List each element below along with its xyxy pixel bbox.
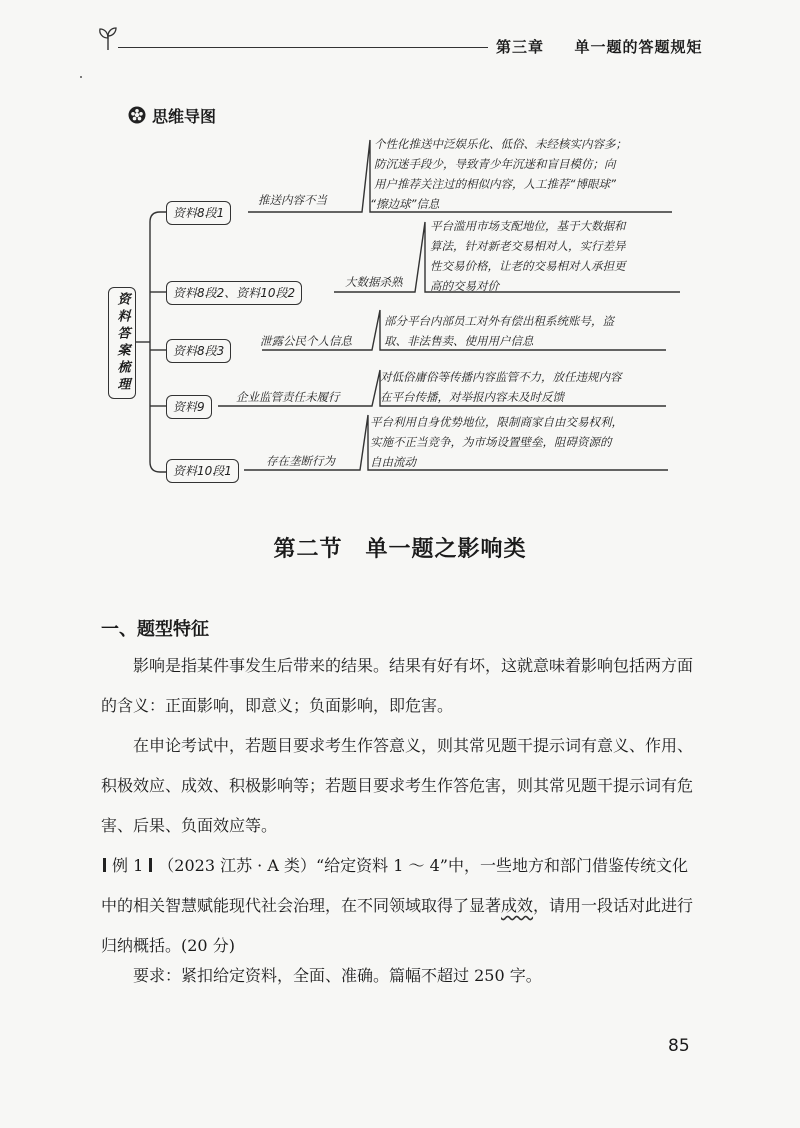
example-marker-left — [103, 858, 106, 872]
branch-details-4 — [380, 367, 622, 407]
branch-box-5: 资料10段1 — [166, 459, 239, 483]
chapter-title: 单一题的答题规矩 — [574, 38, 703, 56]
detail-line: 防沉迷手段少，导致青少年沉迷和盲目模仿；向 — [374, 157, 616, 171]
section-title: 第二节 单一题之影响类 — [273, 537, 527, 562]
detail-line: “擦边球”信息 — [370, 197, 440, 211]
detail-line: 个性化推送中泛娱乐化、低俗、未经核实内容多； — [374, 137, 627, 151]
chapter-number: 第三章 — [496, 38, 545, 56]
branch-category-5: 存在垄断行为 — [266, 454, 335, 468]
detail-line: 平台滥用市场支配地位，基于大数据和 — [430, 219, 626, 233]
branch-category-2: 大数据杀熟 — [345, 275, 403, 289]
branch-box-1: 资料8段1 — [166, 201, 231, 225]
example-keyword: 成效 — [501, 896, 534, 915]
example-text: （2023 江苏 · A 类）“给定资料 1 ～ 4”中，一些地方和部门借鉴传统文化中的相关智慧赋能现代社会治理，在不同领域取得了显著 — [101, 856, 688, 915]
detail-line: 在平台传播，对举报内容未及时反馈 — [380, 390, 564, 404]
paragraph-keywords: 在申论考试中，若题目要求考生作答意义，则其常见题干提示词有意义、作用、积极效应、成效、积极影响等；若题目要求考生作答危害，则其常见题干提示词有危害、后果、负面效应等。 — [101, 736, 694, 835]
branch-details-2 — [430, 216, 626, 296]
branch-details-5 — [370, 412, 623, 472]
paragraph-definition: 影响是指某件事发生后带来的结果。结果有好有坏，这就意味着影响包括两方面的含义：正面影响，即意义；负面影响，即危害。 — [101, 656, 694, 715]
requirement-text: 要求：紧扣给定资料，全面、准确。篇幅不超过 250 字。 — [133, 966, 542, 985]
branch-category-3: 泄露公民个人信息 — [260, 334, 352, 348]
example-paragraph — [101, 846, 697, 966]
detail-line: 平台利用自身优势地位，限制商家自由交易权利， — [370, 415, 623, 429]
example-label: 例 1 — [112, 856, 144, 875]
detail-line: 算法，针对新老交易相对人，实行差异 — [430, 239, 626, 253]
mindmap-title: 思维导图 — [152, 107, 217, 126]
example-marker-right — [149, 858, 152, 872]
mindmap-root-label: 资料答案梳理 — [114, 292, 130, 394]
detail-line: 高的交易对价 — [430, 279, 499, 293]
branch-details-3 — [384, 311, 614, 351]
detail-line: 用户推荐关注过的相似内容，人工推荐“博眼球” — [374, 177, 616, 191]
detail-line: 实施不正当竞争，为市场设置壁垒，阻碍资源的 — [370, 435, 612, 449]
mindmap-root — [108, 287, 136, 399]
detail-line: 取、非法售卖、使用用户信息 — [384, 334, 534, 348]
detail-line: 对低俗庸俗等传播内容监管不力，放任违规内容 — [380, 370, 622, 384]
detail-line: 性交易价格，让老的交易相对人承担更 — [430, 259, 626, 273]
detail-line: 部分平台内部员工对外有偿出租系统账号，盗 — [384, 314, 614, 328]
example-text-end: ，请用一段话对此进行归纳概括。(20 分) — [101, 896, 694, 955]
branch-category-4: 企业监管责任未履行 — [236, 390, 340, 404]
branch-box-3: 资料8段3 — [166, 339, 231, 363]
branch-details-1 — [370, 134, 627, 214]
subsection-heading: 一、题型特征 — [101, 619, 209, 640]
page-number: 85 — [668, 1036, 690, 1056]
branch-box-2: 资料8段2、资料10段2 — [166, 281, 302, 305]
branch-category-1: 推送内容不当 — [258, 193, 327, 207]
detail-line: 自由流动 — [370, 455, 416, 469]
branch-box-4: 资料9 — [166, 395, 212, 419]
